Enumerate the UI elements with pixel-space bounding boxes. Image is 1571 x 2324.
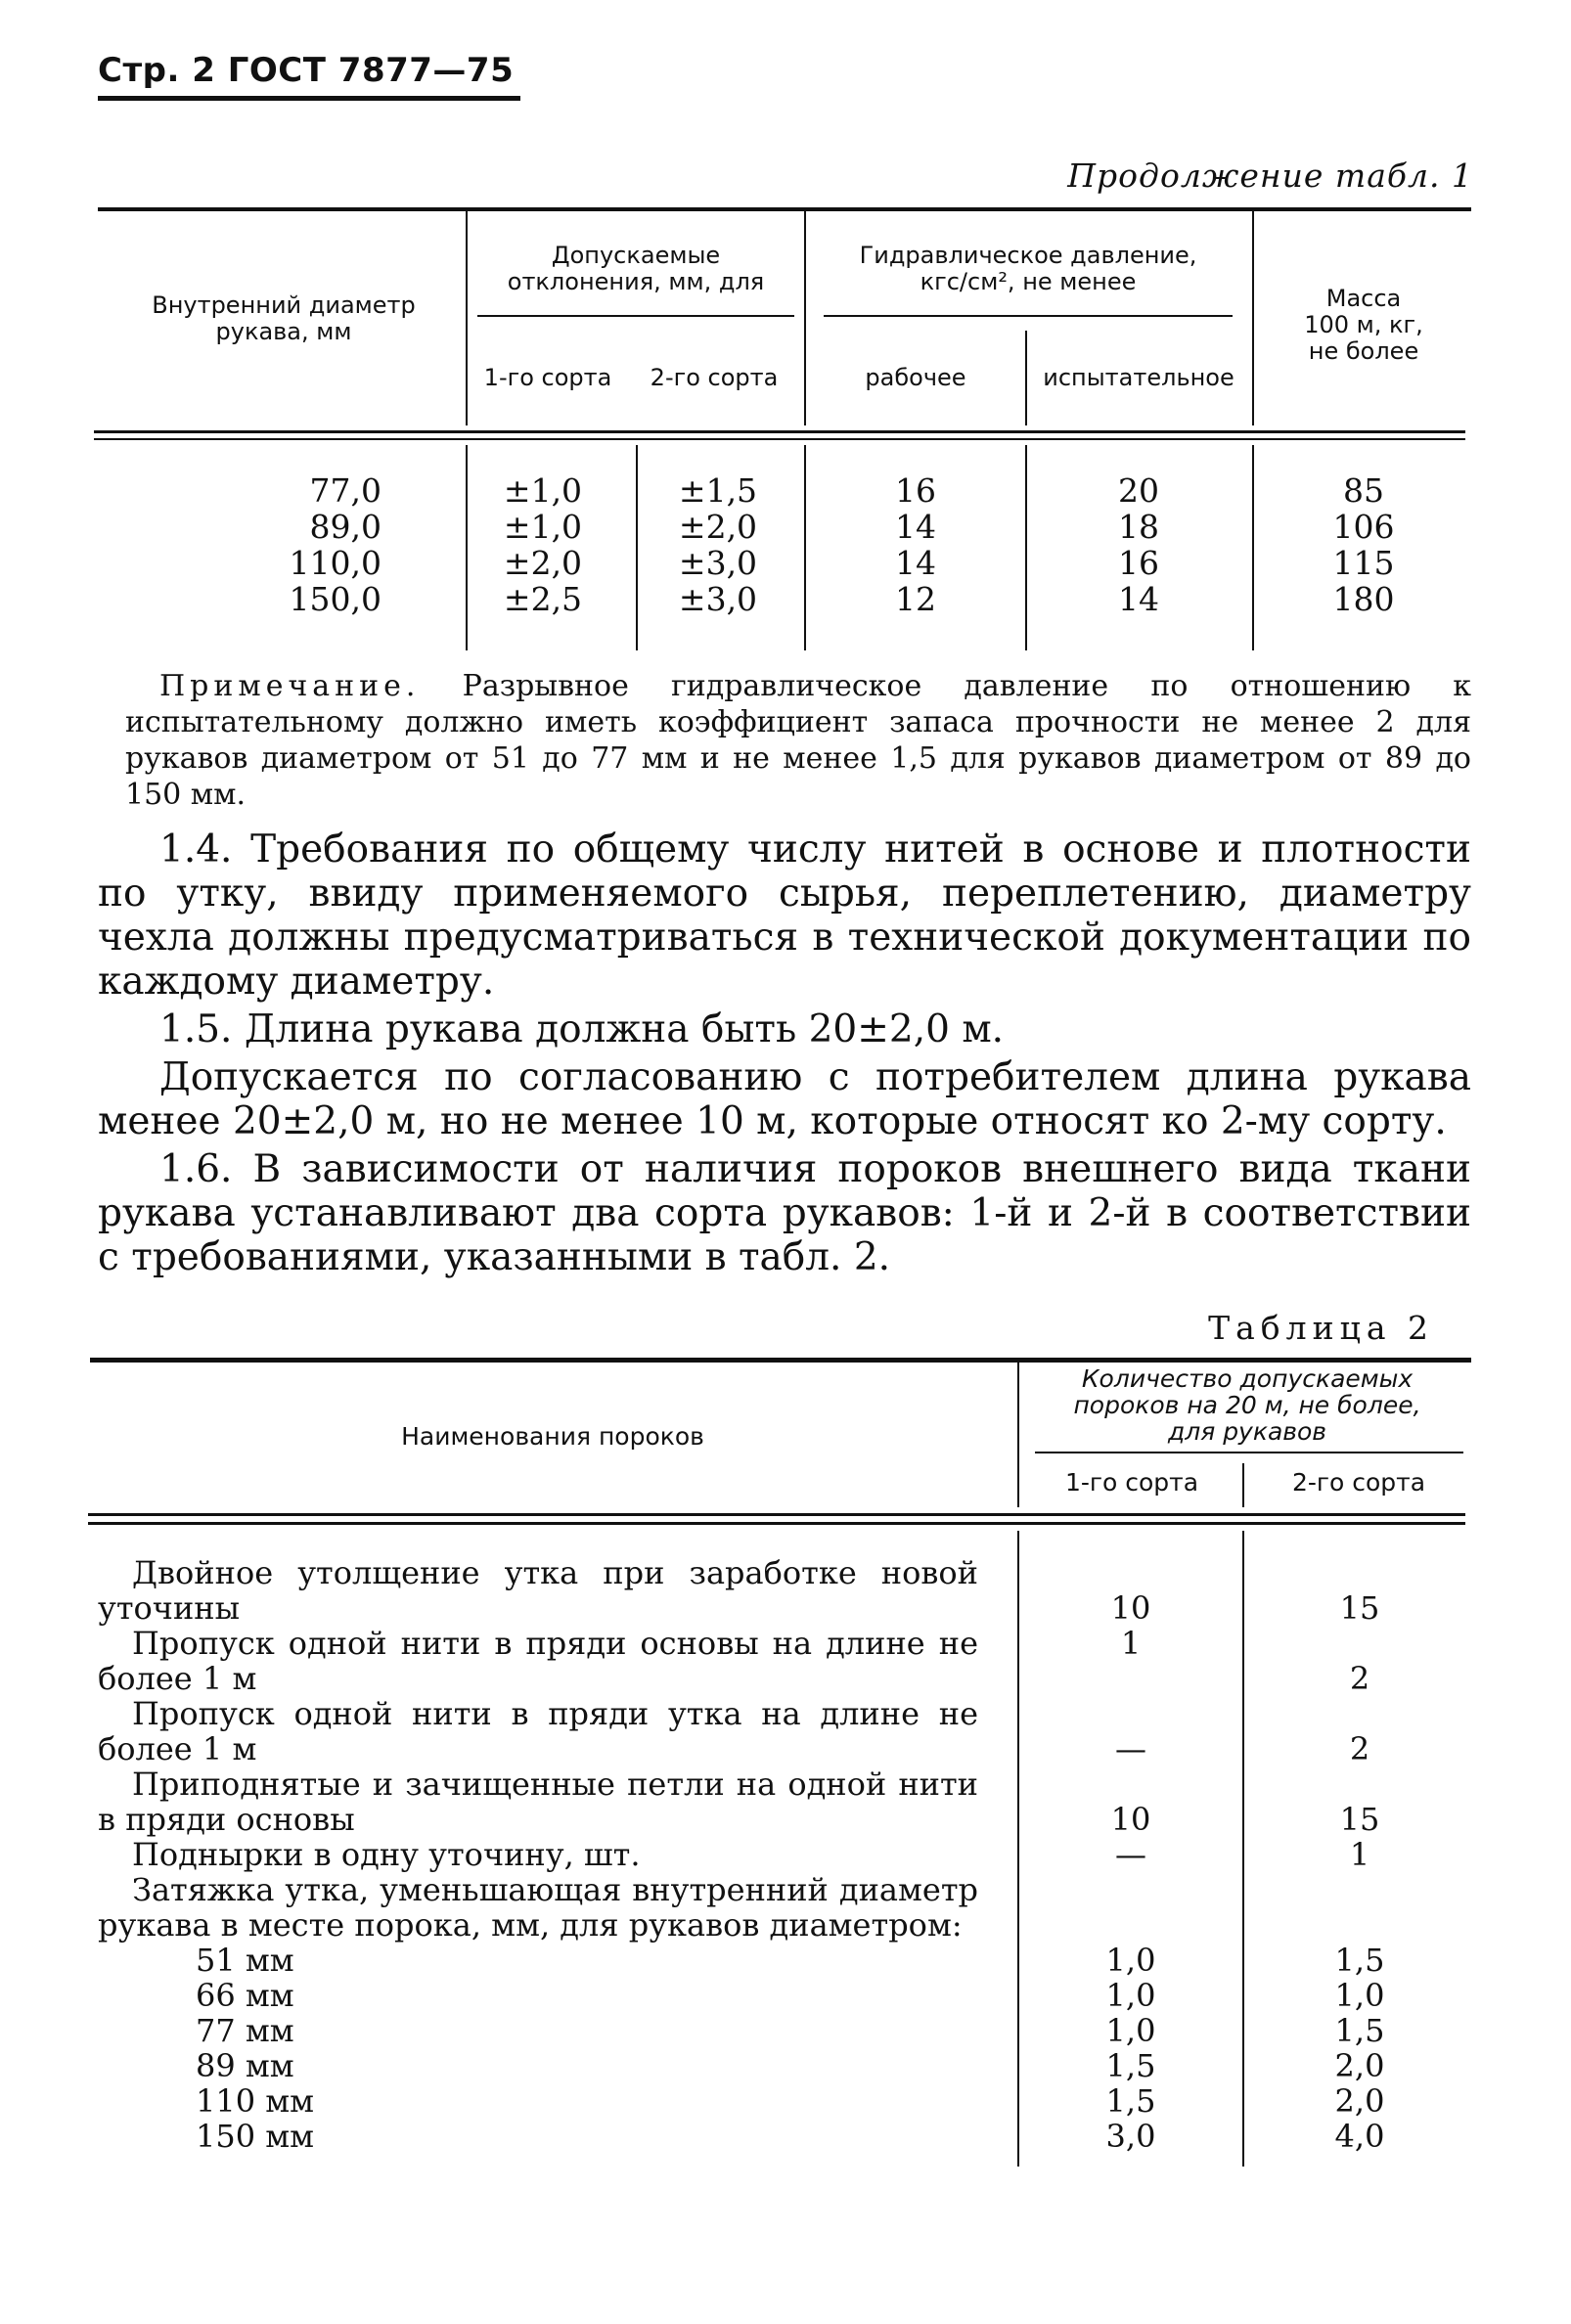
table2-cell: 3,0 (1105, 2118, 1156, 2155)
table2-header-grade2: 2-го сорта (1291, 1468, 1426, 1497)
table2-cell: 10 (1110, 1589, 1151, 1627)
defect-row: Пропуск одной нити в пряди утка на длине не более 1 м (98, 1695, 978, 1767)
table2-vline (1017, 1363, 1019, 1507)
table1-cell: 20 (1118, 471, 1159, 510)
defect-subrow: 66 мм (196, 1977, 294, 2014)
table2-cell: 1,5 (1334, 1942, 1385, 1979)
defect-subrow: 89 мм (196, 2047, 294, 2084)
table2-cell: 1,5 (1334, 2012, 1385, 2049)
note-text: Разрывное гидравлическое давление по отношению к испытательному должно иметь коэффициент запаса прочности не менее 2 для рукавов диаметром от 51 до 77 мм и не менее 1,5 для рукавов диаметром от 89 до 150 мм. (125, 669, 1471, 812)
table1-header-pressure: Гидравлическое давление, кгс/см², не менее (859, 242, 1197, 295)
table2-cell: 2,0 (1334, 2082, 1385, 2120)
table1-body-vline (466, 445, 468, 650)
table2-vline (1242, 1463, 1244, 1507)
table1-vline (804, 211, 806, 425)
table2-cell: — (1115, 1730, 1146, 1767)
table2-col-grade1 (1023, 1555, 1238, 2154)
table2-body-vline (1242, 1531, 1244, 2167)
paragraph-1-6: 1.6. В зависимости от наличия пороков внешнего вида ткани рукава устанавливают два сорта рукавов: 1-й и 2-й в соответствии с требованиями, указанными в табл. 2. (98, 1147, 1471, 1279)
table1-col-test (1027, 472, 1250, 617)
table1-header-test: испытательное (1043, 364, 1234, 391)
table1-subrule (824, 315, 1233, 317)
table1-cell: 110,0 (289, 544, 382, 582)
table2-cell: 1 (1349, 1836, 1370, 1873)
table2-header-count: Количество допускаемых пороков на 20 м, не более, для рукавов (1073, 1364, 1421, 1446)
defect-row: Поднырки в одну уточину, шт. (132, 1836, 641, 1873)
table2-header-rule (88, 1522, 1465, 1525)
table2-body-vline (1017, 1531, 1019, 2167)
table1-cell: 16 (1118, 544, 1159, 582)
table1-col-dev2 (640, 472, 796, 617)
table2-title: Таблица 2 (1208, 1309, 1434, 1347)
table1-header-rule (94, 438, 1465, 440)
table1-cell: ±1,0 (503, 471, 583, 510)
table1-cell: 85 (1343, 471, 1384, 510)
paragraph-1-5: 1.5. Длина рукава должна быть 20±2,0 м. (159, 1007, 1005, 1051)
table1-col-dev1 (470, 472, 616, 617)
table1-header-rule (94, 430, 1465, 433)
defect-subrow: 150 мм (196, 2118, 315, 2155)
table1-cell: 89,0 (309, 508, 382, 546)
table1-cell: 180 (1332, 580, 1395, 618)
defect-subrow: 77 мм (196, 2012, 294, 2049)
table1-body-vline (804, 445, 806, 650)
table2-col-defects (98, 1555, 978, 2154)
table2-cell: 15 (1339, 1589, 1380, 1627)
table1-cell: 115 (1332, 544, 1395, 582)
table1-continuation-caption: Продолжение табл. 1 (1067, 156, 1473, 195)
table2-header-grade1: 1-го сорта (1064, 1468, 1199, 1497)
table2-cell: 15 (1339, 1801, 1380, 1838)
table2-cell: 10 (1110, 1801, 1151, 1838)
table1-cell: 12 (895, 580, 936, 618)
table1-header-deviation: Допускаемые отклонения, мм, для (507, 242, 765, 295)
table1-cell: ±3,0 (678, 580, 758, 618)
defect-subrow: 51 мм (196, 1942, 294, 1979)
table1-cell: 14 (895, 508, 936, 546)
paragraphs (98, 827, 1471, 1279)
table1-cell: ±3,0 (678, 544, 758, 582)
table2-cell: 2,0 (1334, 2047, 1385, 2084)
table2-cell: 1,0 (1105, 1942, 1156, 1979)
table1-vline (1252, 211, 1254, 425)
table1-col-mass (1256, 472, 1471, 617)
table2-cell (1248, 1872, 1471, 1943)
table1-cell: 150,0 (289, 580, 382, 618)
table1-col-diameter (98, 472, 382, 617)
table1-col-working (808, 472, 1023, 617)
table2-cell: 1,5 (1105, 2047, 1156, 2084)
table2-top-rule (90, 1358, 1471, 1363)
table1-cell: ±1,5 (678, 471, 758, 510)
table1-header-diameter: Внутренний диаметр рукава, мм (152, 291, 416, 345)
table2-header-name: Наименования пороков (401, 1422, 704, 1451)
header-underline (98, 96, 520, 101)
table1-note (125, 668, 1471, 813)
table1-cell: 106 (1332, 508, 1395, 546)
table1-header-mass: Масса 100 м, кг, не более (1304, 285, 1423, 365)
table2-cell: 1,5 (1105, 2082, 1156, 2120)
table1-cell: ±2,5 (503, 580, 583, 618)
table1-cell: 77,0 (309, 471, 382, 510)
table2-cell: 4,0 (1334, 2118, 1385, 2155)
table2-cell: 1 (1120, 1625, 1142, 1662)
table1-cell: 14 (1118, 580, 1159, 618)
table1-top-rule (98, 207, 1471, 211)
table2-cell: 2 (1349, 1730, 1370, 1767)
table1-cell: ±2,0 (678, 508, 758, 546)
table1-body-vline (1252, 445, 1254, 650)
defect-row: Пропуск одной нити в пряди основы на длине не более 1 м (98, 1625, 978, 1697)
defect-row: Двойное утолщение утка при заработке новой уточины (98, 1554, 978, 1627)
table1-subrule (477, 315, 794, 317)
table2-cell: — (1115, 1836, 1146, 1873)
table2-cell: 1,0 (1105, 2012, 1156, 2049)
table2-subrule (1035, 1452, 1463, 1453)
paragraph-1-5-continuation: Допускается по согласованию с потребителем длина рукава менее 20±2,0 м, но не менее 10 м, которые относят ко 2-му сорту. (98, 1055, 1471, 1143)
table1-cell: 14 (895, 544, 936, 582)
table2-header-rule (88, 1513, 1465, 1516)
table1-cell: 18 (1118, 508, 1159, 546)
note-label: Примечание. (159, 669, 421, 703)
defect-row: Приподнятые и зачищенные петли на одной нити в пряди основы (98, 1765, 978, 1838)
table1-cell: ±2,0 (503, 544, 583, 582)
paragraph-1-4: 1.4. Требования по общему числу нитей в основе и плотности по утку, ввиду применяемого сырья, переплетению, диаметру чехла должны предусматриваться в технической документации по каждому диаметру. (98, 827, 1471, 1004)
table2-cell: 2 (1349, 1660, 1370, 1697)
defect-subrow: 110 мм (196, 2082, 315, 2120)
table1-body-vline (636, 445, 638, 650)
table2-cell: 1,0 (1334, 1977, 1385, 2014)
page-header: Стр. 2 ГОСТ 7877—75 (98, 51, 515, 90)
table2-col-grade2 (1248, 1555, 1471, 2154)
table1-cell: 16 (895, 471, 936, 510)
table2-cell (1023, 1872, 1238, 1943)
table2-cell: 1,0 (1105, 1977, 1156, 2014)
table1-vline (466, 211, 468, 425)
table1-header-grade2: 2-го сорта (650, 364, 779, 391)
table1-header-working: рабочее (865, 364, 966, 391)
defect-row: Затяжка утка, уменьшающая внутренний диаметр рукава в месте порока, мм, для рукавов диаметром: (98, 1871, 978, 1944)
table1-header-grade1: 1-го сорта (483, 364, 612, 391)
table1-cell: ±1,0 (503, 508, 583, 546)
